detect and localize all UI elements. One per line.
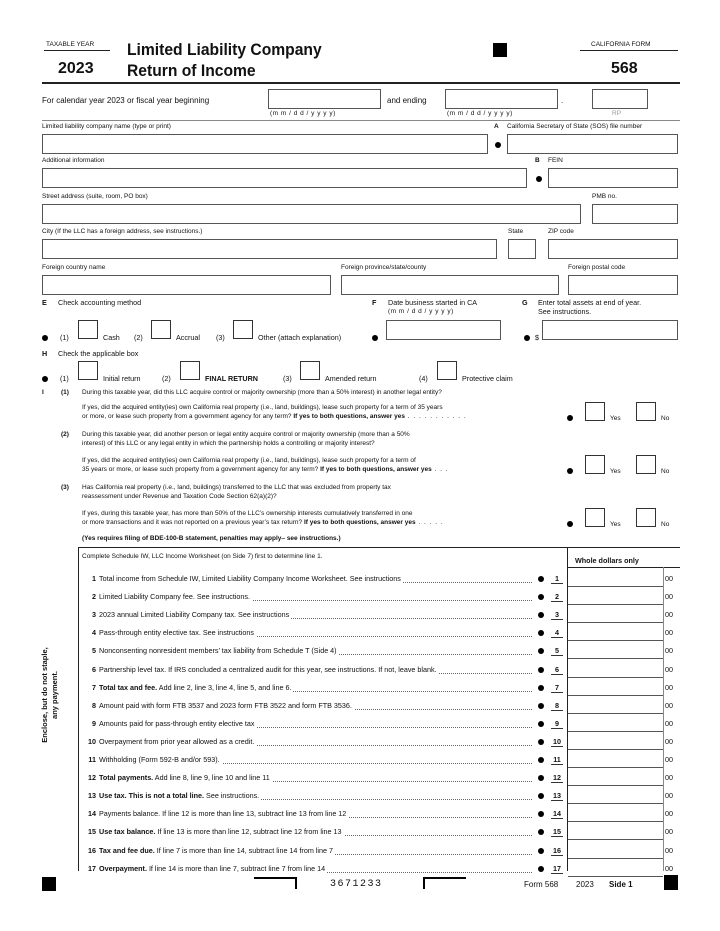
q3-no-label: No (661, 521, 670, 528)
footer-year: 2023 (576, 880, 594, 889)
line-bold-label: Tax and fee due. (99, 846, 155, 855)
line-bold-label: Use tax. This is not a total line. (99, 791, 205, 800)
cents-value: 00 (665, 646, 673, 655)
bullet-icon (567, 521, 573, 527)
line-description (99, 773, 272, 782)
q2-text-d: 35 years or more, or lease such property from a government agency for any term? If yes to both questions, answer yes . . . (82, 466, 449, 473)
line-text: If line 13 is more than line 12, subtract line 12 from line 13 (157, 827, 342, 836)
q1-yes-checkbox[interactable] (585, 402, 605, 421)
line-text: Add line 8, line 9, line 10 and line 11 (154, 773, 270, 782)
line-description (99, 683, 293, 692)
street-address-field[interactable] (42, 204, 581, 224)
fein-letter: B (535, 157, 540, 164)
line-description (99, 574, 403, 583)
q2-text-a: During this taxable year, did another person or legal entity acquire control or majority ownership (more than a 50% (82, 431, 410, 438)
line-text: Amount paid with form FTB 3537 and 2023 form FTB 3522 and form FTB 3536. (99, 701, 352, 710)
cents-value: 00 (665, 791, 673, 800)
form-title-line1: Limited Liability Company (127, 40, 322, 59)
line-7-amount-field[interactable] (568, 680, 663, 696)
q2-number: (2) (61, 431, 69, 438)
other-method-checkbox[interactable] (233, 320, 253, 339)
sos-letter: A (494, 123, 499, 130)
fiscal-end-date-field[interactable] (445, 89, 558, 109)
line-description (99, 719, 256, 728)
bullet-icon (567, 468, 573, 474)
line-1-amount-field[interactable] (568, 571, 663, 587)
line-box-number: 10 (553, 737, 561, 746)
q1-text-a: During this taxable year, did this LLC acquire control or majority ownership (more than a 50% interest) in another legal entity? (82, 389, 442, 396)
line-box-number: 16 (553, 846, 561, 855)
line-description (99, 809, 348, 818)
cents-value: 00 (665, 574, 673, 583)
section-h-letter: H (42, 349, 48, 358)
line-box-number: 3 (551, 610, 563, 620)
additional-info-label: Additional information (42, 157, 105, 164)
q3-text-d: or more transactions and it was not reported on a previous year’s tax return? If yes to both questions, answer yes . . . . . (82, 519, 444, 526)
initial-return-checkbox[interactable] (78, 361, 98, 380)
street-label: Street address (suite, room, PO box) (42, 193, 148, 200)
section-e-letter: E (42, 298, 47, 307)
line-17-amount-field[interactable] (568, 861, 663, 877)
section-f-label: Date business started in CA (388, 298, 478, 307)
section-i-letter: I (42, 389, 44, 396)
bullet-icon (372, 335, 378, 341)
california-form-label: CALIFORNIA FORM (591, 41, 651, 48)
line-box-number: 14 (553, 809, 561, 818)
line-15-amount-field[interactable] (568, 824, 663, 840)
bullet-icon (538, 848, 544, 854)
business-start-date-field[interactable] (386, 320, 501, 340)
cents-value: 00 (665, 846, 673, 855)
q1-no-label: No (661, 415, 670, 422)
fein-label: FEIN (548, 157, 563, 164)
cents-value: 00 (665, 665, 673, 674)
section-f-format: (m m / d d / y y y y) (388, 308, 454, 315)
foreign-province-label: Foreign province/state/county (341, 264, 427, 271)
line-number: 10 (88, 737, 96, 746)
line-description (99, 864, 327, 873)
line-box-number: 15 (553, 827, 561, 836)
line-box-number: 11 (551, 755, 563, 765)
cents-value: 00 (665, 827, 673, 836)
line-number: 14 (88, 809, 96, 818)
side-label-1: Enclose, but do not staple, (40, 647, 49, 743)
schedule-intro: Complete Schedule IW, LLC Income Worksheet (on Side 7) first to determine line 1. (82, 553, 323, 560)
other-method-label: Other (attach explanation) (258, 333, 342, 342)
enclose-payment-note (40, 630, 60, 760)
foreign-postal-label: Foreign postal code (568, 264, 626, 271)
cents-value: 00 (665, 683, 673, 692)
bullet-icon (538, 594, 544, 600)
line-description (99, 827, 344, 836)
line-description (99, 701, 354, 710)
footer-side: Side 1 (609, 880, 633, 889)
q3-text-e: (Yes requires filing of BDE-100-B statement, penalties may apply– see instructions.) (82, 535, 341, 542)
line-3-amount-field[interactable] (568, 607, 663, 623)
line-12-amount-field[interactable] (568, 770, 663, 786)
amended-option-number: (3) (283, 374, 292, 383)
foreign-province-field[interactable] (341, 275, 559, 295)
initial-option-number: (1) (60, 374, 69, 383)
line-number: 16 (88, 846, 96, 855)
bullet-icon (538, 829, 544, 835)
cash-option-number: (1) (60, 333, 69, 342)
cents-value: 00 (665, 719, 673, 728)
line-box-number: 5 (551, 646, 563, 656)
line-8-amount-field[interactable] (568, 698, 663, 714)
line-description (99, 646, 339, 655)
q3-number: (3) (61, 484, 69, 491)
line-14-amount-field[interactable] (568, 806, 663, 822)
cents-value: 00 (665, 592, 673, 601)
cash-checkbox[interactable] (78, 320, 98, 339)
footer-form-label: Form 568 (524, 880, 559, 889)
protective-claim-label: Protective claim (462, 374, 513, 383)
line-number: 5 (92, 646, 96, 655)
registration-mark (664, 875, 678, 890)
q2-text-c: If yes, did the acquired entity(ies) own California real property (i.e., land, buildings), lease such property for a term of (82, 457, 416, 464)
bullet-icon (538, 630, 544, 636)
bullet-icon (538, 667, 544, 673)
pmb-label: PMB no. (592, 193, 617, 200)
line-bold-label: Overpayment. (99, 864, 147, 873)
bullet-icon (538, 811, 544, 817)
q3-text-b: reassessment under Revenue and Taxation Code Section 62(a)(2)? (82, 493, 277, 500)
bullet-icon (42, 335, 48, 341)
bullet-icon (538, 648, 544, 654)
line-6-amount-field[interactable] (568, 662, 663, 678)
scan-marker (254, 877, 297, 889)
bullet-icon (538, 739, 544, 745)
cents-value: 00 (665, 773, 673, 782)
line-16-amount-field[interactable] (568, 843, 663, 859)
rp-field[interactable] (592, 89, 648, 109)
q3-yes-checkbox[interactable] (585, 508, 605, 527)
total-assets-field[interactable] (542, 320, 678, 340)
zip-label: ZIP code (548, 228, 574, 235)
bullet-icon (538, 612, 544, 618)
amended-return-checkbox[interactable] (300, 361, 320, 380)
line-text: Nonconsenting nonresident members’ tax liability from Schedule T (Side 4) (99, 646, 337, 655)
bullet-icon (495, 142, 501, 148)
form-title-line2: Return of Income (127, 61, 256, 80)
cents-value: 00 (665, 737, 673, 746)
section-e-label: Check accounting method (58, 298, 142, 307)
line-bold-label: Use tax balance. (99, 827, 156, 836)
line-number: 4 (92, 628, 96, 637)
cents-value: 00 (665, 755, 673, 764)
sos-file-number-field[interactable] (507, 134, 678, 154)
state-label: State (508, 228, 524, 235)
line-4-amount-field[interactable] (568, 625, 663, 641)
bullet-icon (538, 793, 544, 799)
line-number: 7 (92, 683, 96, 692)
final-return-label: FINAL RETURN (205, 374, 258, 383)
final-option-number: (2) (162, 374, 171, 383)
form-number: 568 (611, 60, 638, 77)
line-box-number: 6 (551, 665, 563, 675)
q1-text-c: or more, or lease such property from a government agency for any term? If yes to both questions, answer yes . . . . . . . . . . . (82, 413, 467, 420)
fiscal-begin-date-field[interactable] (268, 89, 381, 109)
line-box-number: 1 (551, 574, 563, 584)
state-field[interactable] (508, 239, 536, 259)
tax-year: 2023 (58, 60, 94, 77)
fein-field[interactable] (548, 168, 678, 188)
accrual-label: Accrual (176, 333, 200, 342)
zip-code-field[interactable] (548, 239, 678, 259)
line-text: If line 7 is more than line 14, subtract line 14 from line 7 (156, 846, 333, 855)
line-text: Add line 2, line 3, line 4, line 5, and line 6. (158, 683, 292, 692)
line-number: 1 (92, 574, 96, 583)
line-number: 8 (92, 701, 96, 710)
barcode-number: 3671233 (330, 879, 383, 890)
line-13-amount-field[interactable] (568, 788, 663, 804)
line-box-number: 9 (551, 719, 563, 729)
q1-yes-label: Yes (610, 415, 621, 422)
bullet-icon (524, 335, 530, 341)
cents-value: 00 (665, 610, 673, 619)
registration-mark (493, 43, 507, 57)
pmb-field[interactable] (592, 204, 678, 224)
rp-label: RP (612, 110, 622, 117)
accrual-option-number: (2) (134, 333, 143, 342)
accrual-checkbox[interactable] (151, 320, 171, 339)
line-box-number: 17 (553, 864, 561, 873)
line-11-amount-field[interactable] (568, 752, 663, 768)
whole-dollars-header: Whole dollars only (575, 556, 639, 565)
line-9-amount-field[interactable] (568, 716, 663, 732)
line-text: Overpayment from prior year allowed as a credit. (99, 737, 255, 746)
foreign-country-label: Foreign country name (42, 264, 106, 271)
line-5-amount-field[interactable] (568, 643, 663, 659)
q1-number: (1) (61, 389, 69, 396)
line-description (99, 665, 439, 674)
line-number: 15 (88, 827, 96, 836)
q2-yes-label: Yes (610, 468, 621, 475)
additional-info-field[interactable] (42, 168, 527, 188)
city-field[interactable] (42, 239, 497, 259)
line-text: 2023 annual Limited Liability Company tax. See instructions (99, 610, 290, 619)
other-option-number: (3) (216, 333, 225, 342)
protective-claim-checkbox[interactable] (437, 361, 457, 380)
line-box-number: 8 (551, 701, 563, 711)
cents-value: 00 (665, 809, 673, 818)
q3-yes-label: Yes (610, 521, 621, 528)
line-number: 11 (88, 755, 96, 764)
bullet-icon (538, 775, 544, 781)
line-box-number: 13 (553, 791, 561, 800)
bullet-icon (538, 576, 544, 582)
line-description (99, 846, 335, 855)
line-number: 2 (92, 592, 96, 601)
q1-no-checkbox[interactable] (636, 402, 656, 421)
side-label-2: any payment. (50, 671, 59, 719)
bullet-icon (567, 415, 573, 421)
line-box-number: 7 (551, 683, 563, 693)
bullet-icon (538, 685, 544, 691)
line-description (99, 610, 291, 619)
line-description (99, 592, 252, 601)
q3-text-c: If yes, during this taxable year, has more than 50% of the LLC’s ownership interests cumulatively transferred in one (82, 510, 413, 517)
dollar-sign: $ (535, 333, 539, 342)
line-number: 9 (92, 719, 96, 728)
section-g-letter: G (522, 298, 528, 307)
sos-label: California Secretary of State (SOS) file number (507, 123, 643, 130)
foreign-postal-field[interactable] (568, 275, 678, 295)
bullet-icon (538, 703, 544, 709)
line-description (99, 737, 256, 746)
line-text: If line 14 is more than line 7, subtract line 7 from line 14 (148, 864, 326, 873)
initial-return-label: Initial return (103, 374, 141, 383)
bullet-icon (536, 176, 542, 182)
q2-no-checkbox[interactable] (636, 455, 656, 474)
bullet-icon (538, 866, 544, 872)
line-number: 3 (92, 610, 96, 619)
cents-value: 00 (665, 864, 673, 873)
line-text: Limited Liability Company fee. See instructions. (99, 592, 251, 601)
section-h-label: Check the applicable box (58, 349, 139, 358)
q2-yes-checkbox[interactable] (585, 455, 605, 474)
foreign-country-field[interactable] (42, 275, 331, 295)
line-text: Total income from Schedule IW, Limited Liability Company Income Worksheet. See instructions (99, 574, 401, 583)
line-description (99, 791, 261, 800)
bullet-icon (538, 721, 544, 727)
bullet-icon (42, 376, 48, 382)
llc-name-label: Limited liability company name (type or print) (42, 123, 171, 130)
section-f-letter: F (372, 298, 377, 307)
registration-mark (42, 877, 56, 891)
line-number: 12 (88, 773, 96, 782)
q3-text-a: Has California real property (i.e., land, buildings) transferred to the LLC that was excluded from property tax (82, 484, 391, 491)
line-text: Payments balance. If line 12 is more than line 13, subtract line 13 from line 12 (99, 809, 347, 818)
line-2-amount-field[interactable] (568, 589, 663, 605)
end-date-format: (m m / d d / y y y y) (447, 110, 513, 117)
section-g-label1: Enter total assets at end of year. (538, 298, 642, 307)
line-description (99, 755, 222, 764)
line-text: See instructions. (206, 791, 260, 800)
llc-name-field[interactable] (42, 134, 488, 154)
line-box-number: 4 (551, 628, 563, 638)
line-10-amount-field[interactable] (568, 734, 663, 750)
q2-text-b: interest) of this LLC or any legal entity in which the partnership holds a controlling or majority interest? (82, 440, 375, 447)
line-number: 17 (88, 864, 96, 873)
final-return-checkbox[interactable] (180, 361, 200, 380)
q3-no-checkbox[interactable] (636, 508, 656, 527)
period-begin-label: For calendar year 2023 or fiscal year beginning (42, 96, 210, 105)
cents-value: 00 (665, 628, 673, 637)
cents-value: 00 (665, 701, 673, 710)
line-box-number: 12 (553, 773, 561, 782)
line-text: Amounts paid for pass-through entity elective tax (99, 719, 255, 728)
taxable-year-label: TAXABLE YEAR (46, 41, 95, 48)
section-g-label2: See instructions. (538, 307, 592, 316)
bullet-icon (538, 757, 544, 763)
cash-label: Cash (103, 333, 120, 342)
line-number: 13 (88, 791, 96, 800)
line-text: Withholding (Form 592-B and/or 593). (99, 755, 220, 764)
period-end-label: and ending (387, 96, 427, 105)
protective-option-number: (4) (419, 374, 428, 383)
line-text: Partnership level tax. If IRS concluded a centralized audit for this year, see instructions. If not, leave blank. (99, 665, 437, 674)
city-label: City (If the LLC has a foreign address, see instructions.) (42, 228, 203, 235)
q2-no-label: No (661, 468, 670, 475)
begin-date-format: (m m / d d / y y y y) (270, 110, 336, 117)
line-bold-label: Total payments. (99, 773, 154, 782)
line-bold-label: Total tax and fee. (99, 683, 158, 692)
amended-return-label: Amended return (325, 374, 377, 383)
q1-text-b: If yes, did the acquired entity(ies) own California real property (i.e., land, buildings), lease such property for a term of 35 years (82, 404, 443, 411)
line-box-number: 2 (551, 592, 563, 602)
line-text: Pass-through entity elective tax. See instructions (99, 628, 255, 637)
line-number: 6 (92, 665, 96, 674)
line-description (99, 628, 256, 637)
scan-marker (423, 877, 466, 889)
